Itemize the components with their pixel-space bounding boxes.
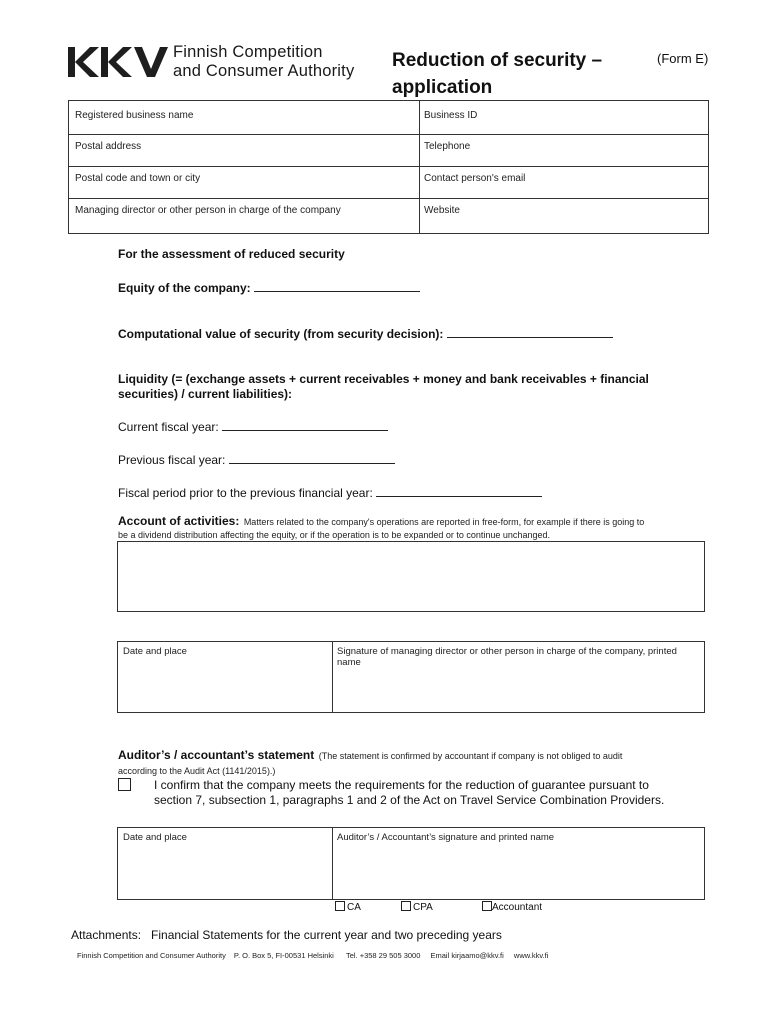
- signature-table: [117, 641, 705, 713]
- ca-checkbox[interactable]: [335, 901, 345, 911]
- managing-director-signature-field[interactable]: [337, 646, 702, 668]
- activities-description-line1: Matters related to the company's operations are reported in free-form, for example if there is going to: [243, 517, 645, 527]
- liquidity-heading: [118, 372, 649, 402]
- telephone-field[interactable]: Telephone: [424, 141, 471, 152]
- previous-fiscal-year-label: Previous fiscal year:: [118, 453, 226, 467]
- equity-row: [118, 280, 420, 295]
- activities-description-line2: be a dividend distribution affecting the equity, or if the operation is to be expanded or to continue unchanged.: [118, 530, 550, 540]
- form-code: (Form E): [657, 51, 709, 66]
- computational-value-input[interactable]: [447, 326, 613, 338]
- auditor-heading: Auditor’s / accountant’s statement: [118, 748, 315, 762]
- previous-fiscal-year-row: [118, 452, 395, 467]
- current-fiscal-year-label: Current fiscal year:: [118, 420, 219, 434]
- accountant-checkbox[interactable]: [482, 901, 492, 911]
- option-cpa[interactable]: [401, 901, 433, 913]
- managing-director-signature-label-line1: Signature of managing director or other person in charge of the company, printed: [337, 646, 677, 657]
- cpa-label: CPA: [413, 902, 433, 913]
- liquidity-heading-line1: Liquidity (= (exchange assets + current receivables + money and bank receivables + financial: [118, 372, 649, 386]
- option-ca[interactable]: [335, 901, 361, 913]
- organization-name-line2: and Consumer Authority: [173, 62, 355, 80]
- organization-name: [173, 43, 354, 81]
- document-title-line1: Reduction of security –: [392, 50, 603, 71]
- managing-director-signature-label-line2: name: [337, 657, 361, 668]
- footer-email[interactable]: Email kirjaamo@kkv.fi: [430, 951, 504, 960]
- computational-value-row: [118, 326, 613, 341]
- liquidity-heading-line2: securities) / current liabilities):: [118, 387, 293, 401]
- footer-telephone: Tel. +358 29 505 3000: [345, 951, 421, 960]
- website-field[interactable]: Website: [424, 205, 460, 216]
- page-footer: [77, 951, 548, 960]
- equity-input[interactable]: [254, 280, 420, 292]
- column-divider: [332, 828, 333, 899]
- option-accountant[interactable]: [482, 901, 542, 913]
- current-fiscal-year-row: [118, 419, 388, 434]
- previous-fiscal-year-input[interactable]: [229, 452, 395, 464]
- column-divider: [419, 101, 420, 233]
- ca-label: CA: [347, 902, 361, 913]
- prior-fiscal-period-row: [118, 485, 542, 500]
- prior-fiscal-period-label: Fiscal period prior to the previous financial year:: [118, 486, 373, 500]
- postal-address-field[interactable]: Postal address: [75, 141, 142, 152]
- footer-address: P. O. Box 5, FI-00531 Helsinki: [233, 951, 334, 960]
- assessment-heading: For the assessment of reduced security: [118, 247, 345, 261]
- confirm-statement-line1: I confirm that the company meets the requirements for the reduction of guarantee pursuant to: [154, 778, 649, 792]
- accountant-label: Accountant: [492, 902, 543, 913]
- current-fiscal-year-input[interactable]: [222, 419, 388, 431]
- auditor-signature-field[interactable]: Auditor’s / Accountant’s signature and printed name: [337, 832, 555, 843]
- auditor-date-place-field[interactable]: Date and place: [123, 832, 187, 843]
- activities-textarea[interactable]: [117, 541, 705, 612]
- company-info-table: [68, 100, 709, 234]
- postal-code-field[interactable]: Postal code and town or city: [75, 173, 201, 184]
- document-title-line2: application: [392, 77, 493, 98]
- organization-name-line1: Finnish Competition: [173, 43, 323, 61]
- row-divider: [69, 198, 708, 199]
- managing-director-field[interactable]: Managing director or other person in charge of the company: [75, 205, 341, 216]
- auditor-signature-table: [117, 827, 705, 900]
- computational-value-label: Computational value of security (from security decision):: [118, 327, 444, 341]
- activities-heading-block: [118, 515, 708, 541]
- business-name-field[interactable]: Registered business name: [75, 110, 194, 121]
- auditor-heading-block: [118, 748, 708, 778]
- document-title: [392, 47, 602, 101]
- row-divider: [69, 166, 708, 167]
- confirm-checkbox[interactable]: [118, 778, 131, 791]
- row-divider: [69, 134, 708, 135]
- business-id-field[interactable]: Business ID: [424, 110, 478, 121]
- footer-organization: Finnish Competition and Consumer Authority: [77, 951, 226, 960]
- auditor-note-line2: according to the Audit Act (1141/2015).): [118, 766, 276, 776]
- contact-email-field[interactable]: Contact person's email: [424, 173, 526, 184]
- activities-heading: Account of activities:: [118, 514, 240, 528]
- prior-fiscal-period-input[interactable]: [376, 485, 542, 497]
- confirm-statement-line2: section 7, subsection 1, paragraphs 1 and 2 of the Act on Travel Service Combination Providers.: [154, 793, 665, 807]
- equity-label: Equity of the company:: [118, 281, 251, 295]
- date-place-field[interactable]: Date and place: [123, 646, 187, 657]
- auditor-note-line1: (The statement is confirmed by accountant if company is not obliged to audit: [318, 751, 623, 761]
- attachments-line: Attachments: Financial Statements for the current year and two preceding years: [71, 928, 502, 942]
- column-divider: [332, 642, 333, 712]
- kkv-logo: [68, 45, 168, 79]
- footer-website[interactable]: www.kkv.fi: [513, 951, 549, 960]
- confirm-statement: [154, 778, 714, 808]
- cpa-checkbox[interactable]: [401, 901, 411, 911]
